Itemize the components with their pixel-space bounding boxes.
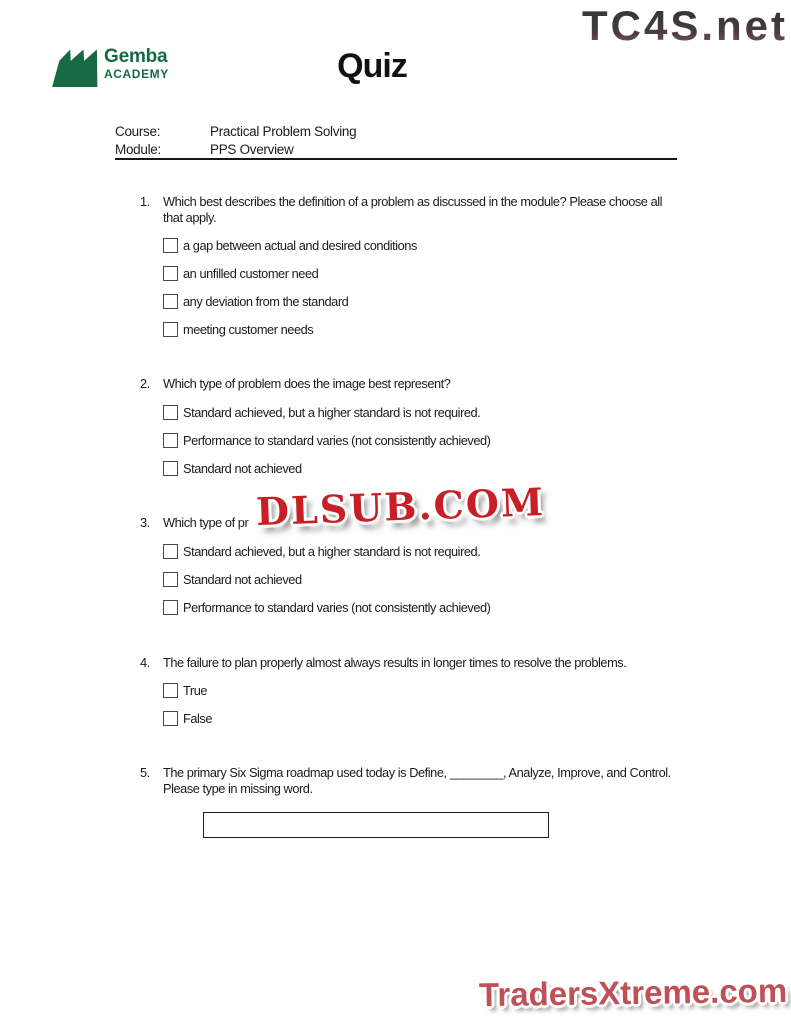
header-rule: [115, 158, 677, 160]
question-5: [140, 765, 685, 838]
checkbox[interactable]: [163, 600, 178, 615]
question-number: 5.: [140, 765, 150, 780]
question-text: The failure to plan properly almost always results in longer times to resolve the problems.: [163, 655, 627, 670]
question-2: [140, 376, 685, 488]
tc4s-watermark: TC4S.net: [581, 2, 788, 49]
answer-option: [163, 682, 685, 698]
answer-option: [163, 404, 685, 420]
option-label: Standard not achieved: [183, 460, 302, 476]
option-label: meeting customer needs: [183, 321, 314, 337]
question-number: 3.: [140, 515, 150, 530]
module-value: PPS Overview: [210, 142, 294, 157]
checkbox[interactable]: [163, 683, 178, 698]
checkbox[interactable]: [163, 294, 178, 309]
question-text: The primary Six Sigma roadmap used today is Define, ________, Analyze, Improve, and Control. Please type in missing word.: [163, 765, 671, 796]
course-meta: [115, 123, 356, 159]
question-4: [140, 655, 685, 738]
answer-option: [163, 460, 685, 476]
option-label: True: [183, 682, 208, 698]
answer-option: [163, 265, 685, 281]
option-label: Standard achieved, but a higher standard is not required.: [183, 404, 481, 420]
checkbox[interactable]: [163, 322, 178, 337]
option-label: any deviation from the standard: [183, 293, 349, 309]
logo-subname: ACADEMY: [104, 67, 169, 81]
checkbox[interactable]: [163, 572, 178, 587]
question-number: 1.: [140, 194, 150, 209]
question-3: [140, 515, 685, 627]
option-label: Performance to standard varies (not consistently achieved): [183, 432, 491, 448]
dlsub-watermark: DLSUB.COM: [255, 478, 546, 535]
answer-option: [163, 321, 685, 337]
answer-input[interactable]: [203, 812, 549, 838]
question-number: 4.: [140, 655, 150, 670]
option-label: a gap between actual and desired conditions: [183, 237, 417, 253]
answer-option: [163, 599, 685, 615]
answer-option: [163, 432, 685, 448]
question-text: Which type of problem does the image best represent?: [163, 376, 451, 391]
answer-option: [163, 543, 685, 559]
answer-option: [163, 710, 685, 726]
checkbox[interactable]: [163, 461, 178, 476]
tradersxtreme-watermark: TradersXtreme.com: [478, 971, 788, 1014]
option-label: False: [183, 710, 213, 726]
module-label: Module:: [115, 142, 161, 157]
answer-option: [163, 237, 685, 253]
question-text: Which type of pr: [163, 515, 249, 530]
option-label: Standard achieved, but a higher standard is not required.: [183, 543, 481, 559]
answer-option: [163, 571, 685, 587]
question-number: 2.: [140, 376, 150, 391]
option-label: an unfilled customer need: [183, 265, 319, 281]
course-label: Course:: [115, 124, 161, 139]
question-1: [140, 194, 685, 349]
checkbox[interactable]: [163, 711, 178, 726]
logo-name: Gemba: [104, 46, 168, 67]
option-label: Performance to standard varies (not consistently achieved): [183, 599, 491, 615]
checkbox[interactable]: [163, 405, 178, 420]
checkbox[interactable]: [163, 238, 178, 253]
checkbox[interactable]: [163, 433, 178, 448]
checkbox[interactable]: [163, 266, 178, 281]
checkbox[interactable]: [163, 544, 178, 559]
option-label: Standard not achieved: [183, 571, 302, 587]
question-text: Which best describes the definition of a problem as discussed in the module? Please choose all that apply.: [163, 194, 663, 225]
answer-option: [163, 293, 685, 309]
page-title: Quiz: [337, 47, 407, 85]
course-value: Practical Problem Solving: [210, 124, 357, 139]
